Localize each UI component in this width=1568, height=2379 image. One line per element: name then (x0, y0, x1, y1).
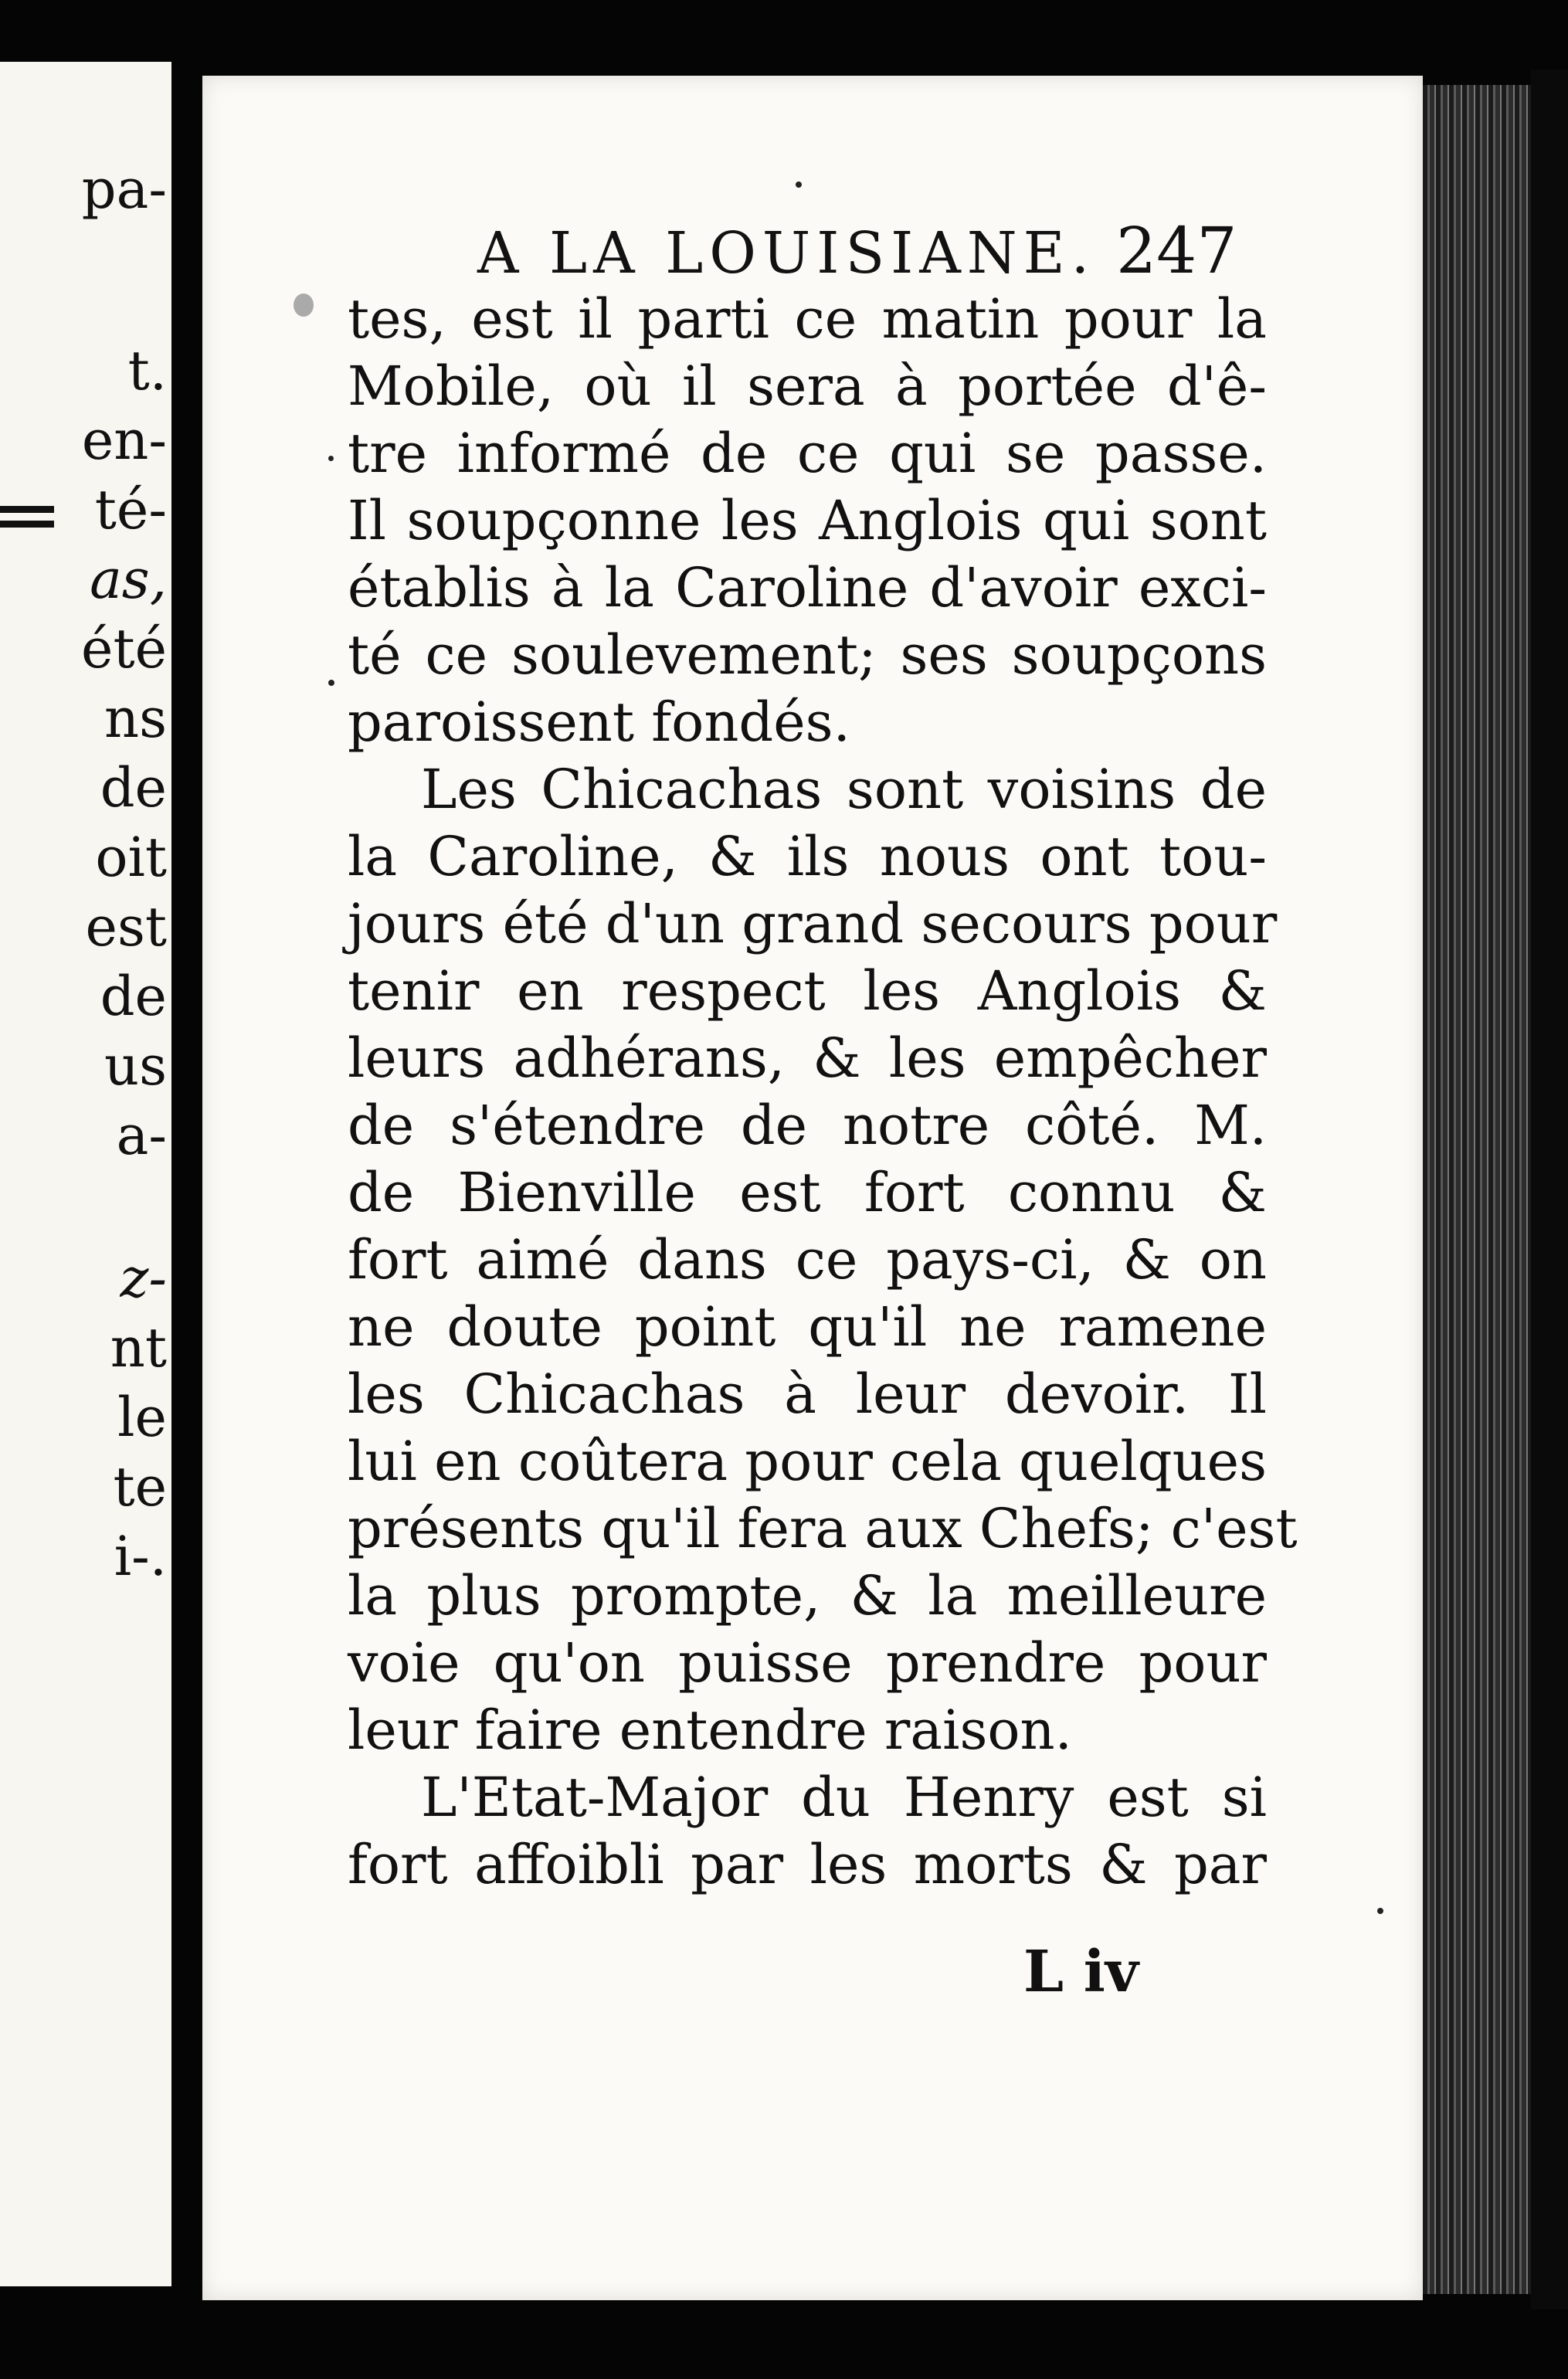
left-fragment: le (117, 1386, 167, 1449)
ink-speck (796, 182, 802, 188)
signature-mark: L iv (1023, 1939, 1139, 2005)
text-line: leurs adhérans, & les empêcher (348, 1027, 1267, 1090)
text-line: lui en coûtera pour cela quelques (348, 1430, 1267, 1493)
text-line: leur faire entendre raison. (348, 1699, 1072, 1762)
left-fragment: oit (95, 826, 167, 889)
ink-speck (1377, 1908, 1383, 1914)
left-fragment: z- (120, 1247, 167, 1310)
text-line: Les Chicachas sont voisins de (421, 758, 1267, 821)
text-line: Mobile, où il sera à portée d'ê- (348, 355, 1267, 418)
ink-speck (328, 680, 334, 686)
left-double-rule (0, 506, 54, 528)
page-number: 247 (1116, 215, 1237, 288)
left-fragment: est (85, 895, 167, 959)
left-fragment: en- (81, 409, 167, 472)
text-line: tre informé de ce qui se passe. (348, 422, 1267, 485)
left-fragment: té- (94, 478, 167, 541)
left-fragment: nt (110, 1316, 167, 1380)
text-line: Il soupçonne les Anglois qui sont (348, 489, 1267, 552)
text-line: voie qu'on puisse prendre pour (348, 1631, 1267, 1695)
text-line: ne doute point qu'il ne ramene (348, 1295, 1267, 1359)
left-fragment: de (100, 756, 167, 820)
text-line: présents qu'il fera aux Chefs; c'est (348, 1497, 1298, 1560)
text-line: la Caroline, & ils nous ont tou- (348, 825, 1267, 888)
page-edge-shadow (1531, 70, 1568, 2309)
text-line: la plus prompte, & la meilleure (348, 1564, 1267, 1627)
text-line: jours été d'un grand secours pour (348, 892, 1278, 955)
text-line: fort affoibli par les morts & par (348, 1833, 1267, 1896)
book-gutter (171, 0, 202, 2379)
text-line: tenir en respect les Anglois & (348, 959, 1267, 1023)
left-fragment: pa- (81, 158, 167, 221)
left-fragment: de (100, 965, 167, 1028)
text-line: de Bienville est fort connu & (348, 1161, 1267, 1224)
page-edge-stack (1423, 85, 1531, 2294)
text-line: fort aimé dans ce pays-ci, & on (348, 1228, 1267, 1291)
left-fragment: te (113, 1455, 167, 1519)
ink-smudge (294, 294, 314, 317)
left-page-fragment (0, 62, 176, 2286)
ink-speck (328, 456, 334, 461)
left-fragment: a- (116, 1104, 167, 1167)
text-line: tes, est il parti ce matin pour la (348, 287, 1267, 351)
left-fragment: été (81, 617, 167, 680)
text-line: de s'étendre de notre côté. M. (348, 1094, 1267, 1157)
page-body-text (348, 286, 1298, 1899)
text-line: les Chicachas à leur devoir. Il (348, 1363, 1267, 1426)
left-fragment: us (104, 1034, 167, 1098)
text-line: L'Etat-Major du Henry est si (421, 1766, 1267, 1829)
running-head: A LA LOUISIANE. (477, 220, 1096, 287)
left-fragment: t. (127, 339, 167, 402)
text-line: établis à la Caroline d'avoir exci- (348, 556, 1267, 619)
text-line: té ce soulevement; ses soupçons (348, 623, 1267, 687)
left-fragment: as, (90, 548, 167, 611)
text-line: paroissent fondés. (348, 691, 850, 754)
left-fragment: i-. (114, 1525, 167, 1588)
left-fragment: ns (104, 687, 167, 750)
